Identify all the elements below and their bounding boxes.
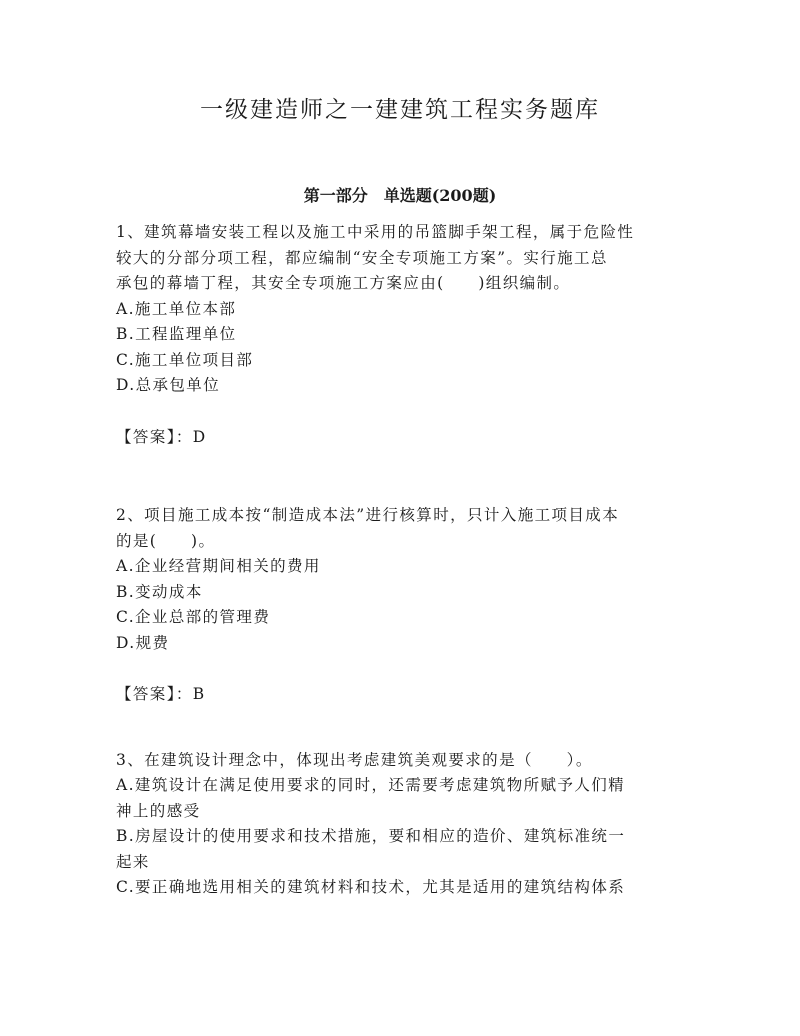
question-stem-line: 的是( )。 xyxy=(116,531,216,550)
document-title: 一级建造师之一建建筑工程实务题库 xyxy=(200,97,600,123)
option-b-continued: 起来 xyxy=(116,852,150,871)
option-d: D.规费 xyxy=(116,633,170,652)
option-b: B.房屋设计的使用要求和技术措施，要和相应的造价、建筑标准统一 xyxy=(116,827,626,845)
option-d: D.总承包单位 xyxy=(116,376,221,394)
option-c: C.施工单位项目部 xyxy=(116,350,254,369)
option-c: C.要正确地选用相关的建筑材料和技术，尤其是适用的建筑结构体系 xyxy=(116,878,626,896)
question-list xyxy=(116,220,691,901)
answer-label: 【答案】：D xyxy=(116,427,207,446)
option-b: B.工程监理单位 xyxy=(116,325,237,343)
option-b: B.变动成本 xyxy=(116,582,203,601)
spacer xyxy=(116,450,691,503)
question-3 xyxy=(116,748,691,901)
question-stem-line: 承包的幕墙丁程，其安全专项施工方案应由( )组织编制。 xyxy=(116,274,571,292)
question-stem-line: 2、项目施工成本按“制造成本法”进行核算时，只计入施工项目成本 xyxy=(116,506,620,524)
question-2 xyxy=(116,503,691,708)
answer-label: 【答案】：B xyxy=(116,685,206,703)
option-a: A.施工单位本部 xyxy=(116,299,237,318)
option-a: A.建筑设计在满足使用要求的同时，还需要考虑建筑物所赋予人们精 xyxy=(116,776,626,794)
spacer xyxy=(116,708,691,748)
option-c: C.企业总部的管理费 xyxy=(116,608,271,626)
question-1 xyxy=(116,220,691,450)
question-stem-line: 较大的分部分项工程，都应编制“安全专项施工方案”。实行施工总 xyxy=(116,248,608,267)
option-a: A.企业经营期间相关的费用 xyxy=(116,557,321,575)
question-stem-line: 3、在建筑设计理念中，体现出考虑建筑美观要求的是（ ）。 xyxy=(116,750,593,769)
question-stem-line: 1、建筑幕墙安装工程以及施工中采用的吊篮脚手架工程，属于危险性 xyxy=(116,223,635,241)
section-title: 第一部分 单选题(200题) xyxy=(303,186,497,205)
option-a-continued: 神上的感受 xyxy=(116,801,201,820)
